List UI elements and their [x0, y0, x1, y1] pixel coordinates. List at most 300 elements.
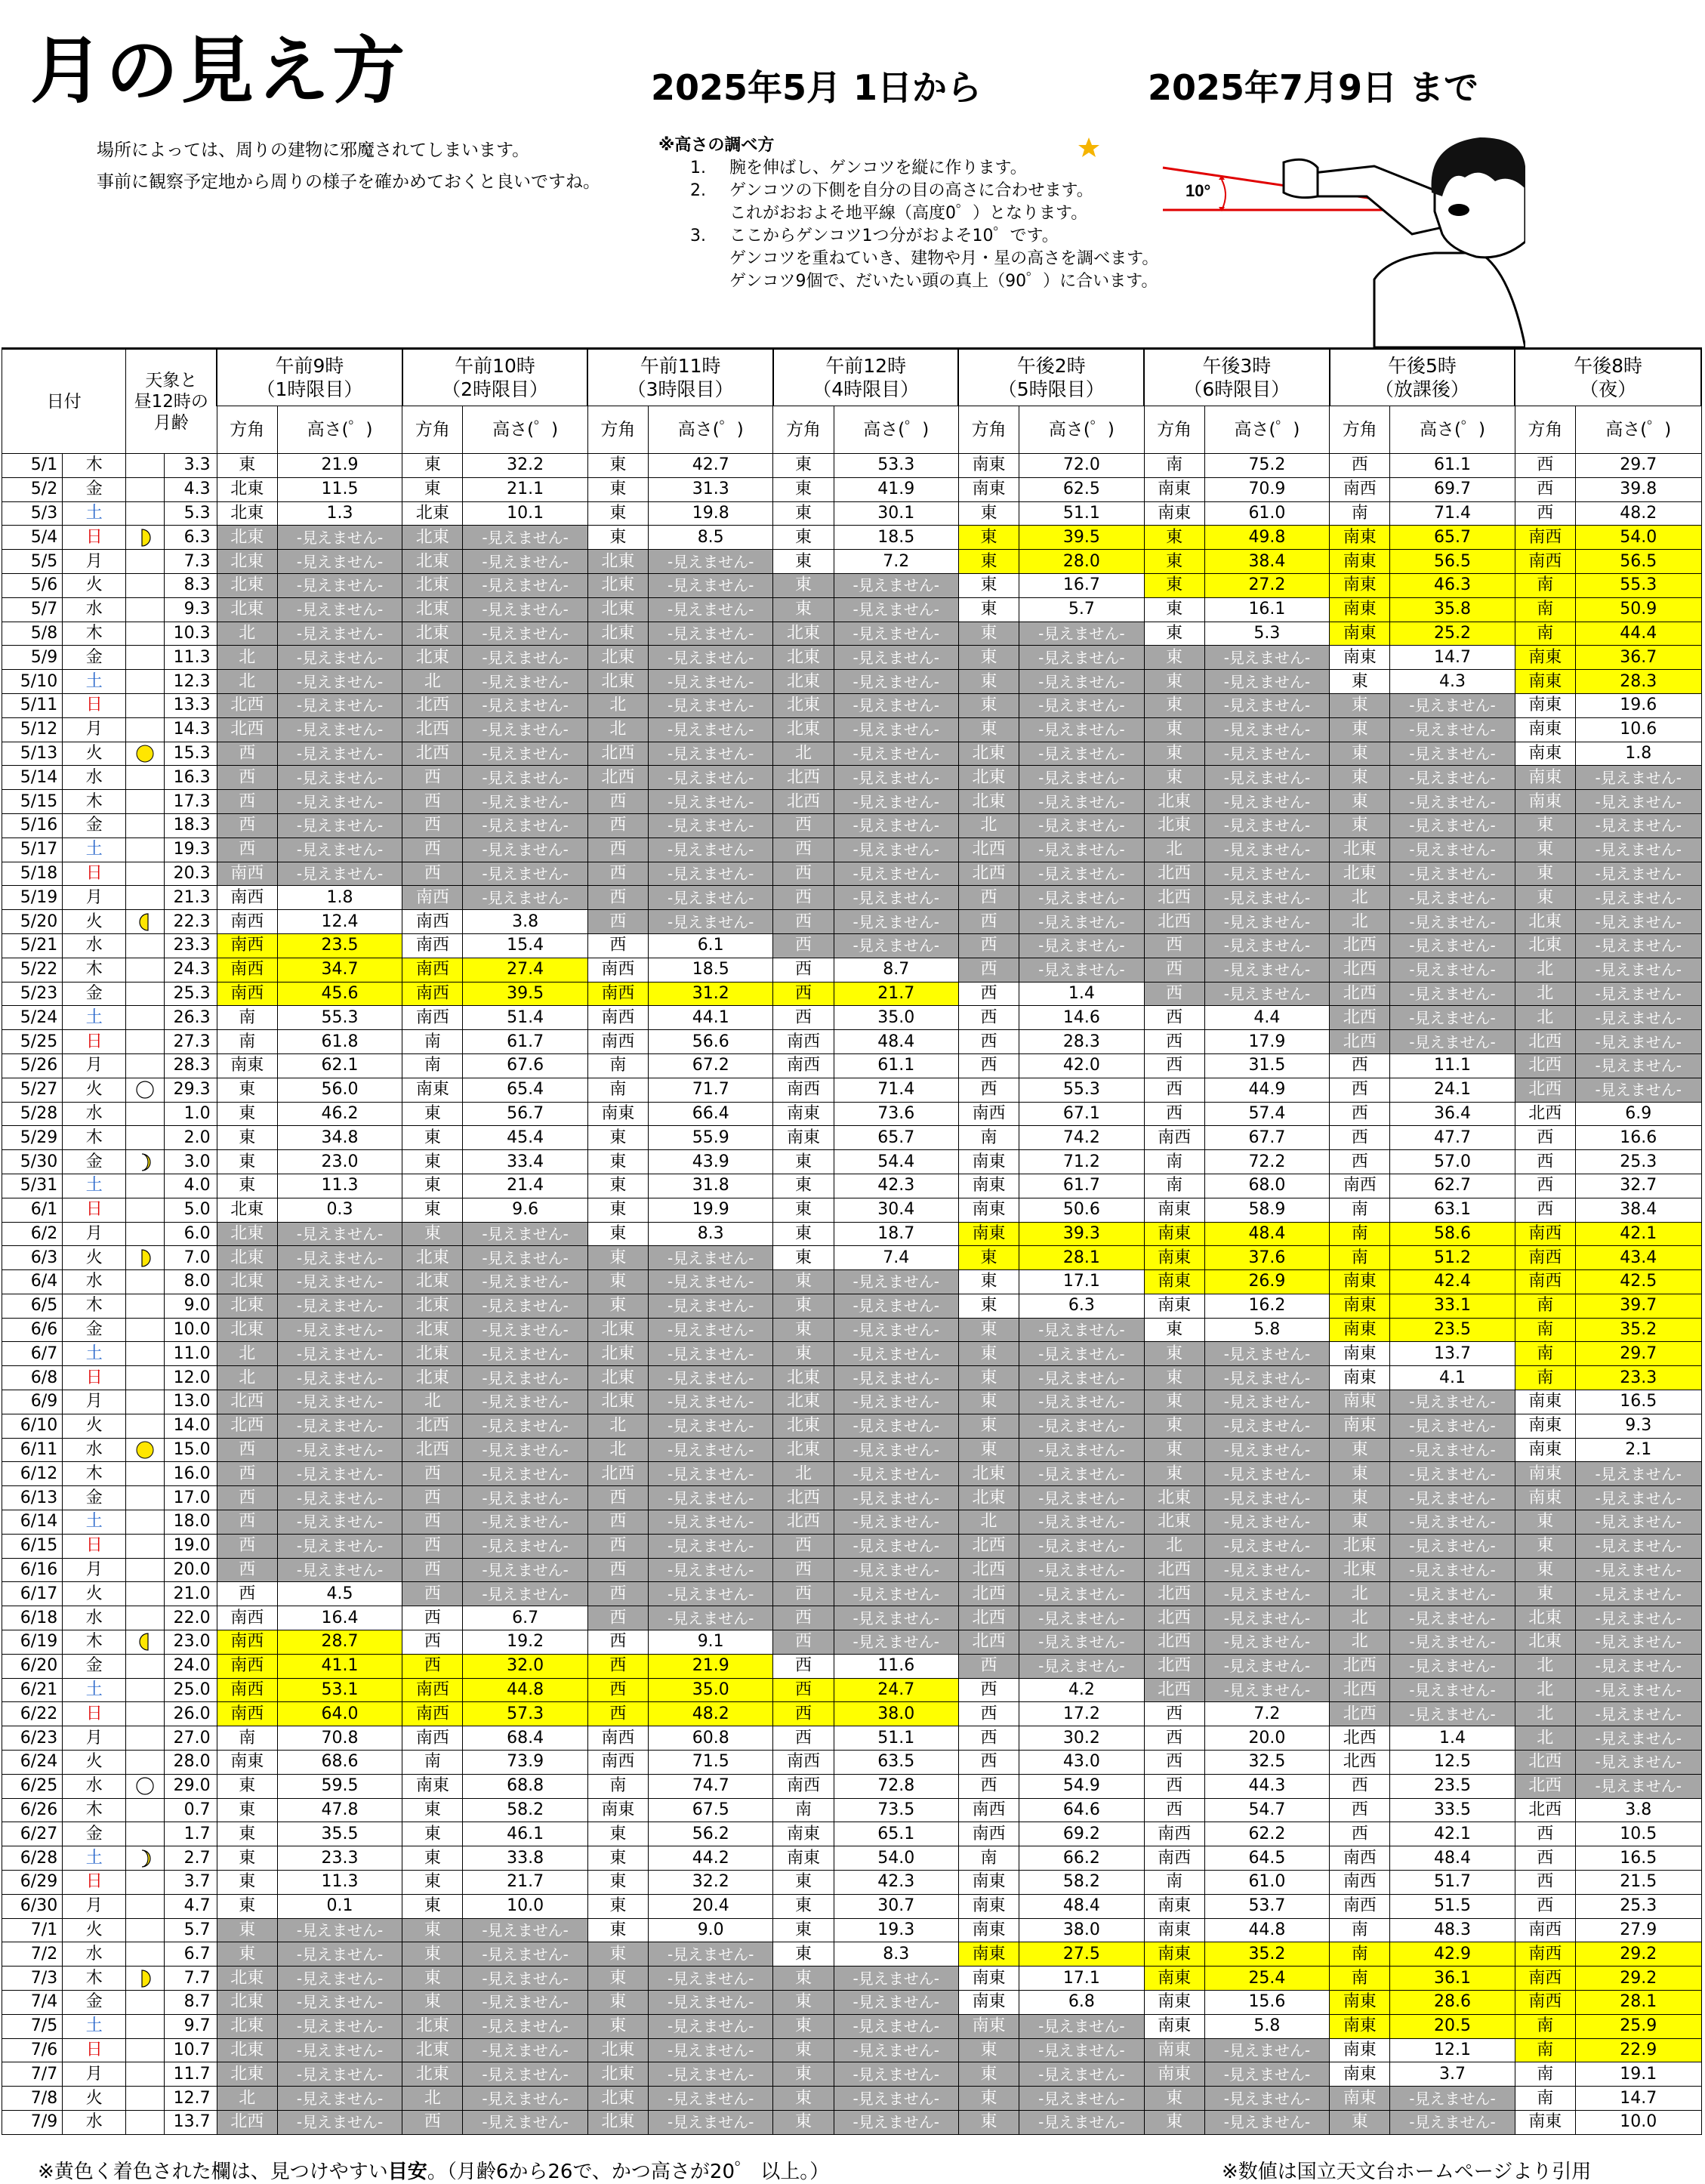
altitude-cell: 56.7	[463, 1102, 587, 1126]
table-row	[2, 1678, 1702, 1702]
not-visible-cell: -見えません-	[1390, 717, 1515, 742]
table-row	[2, 838, 1702, 862]
direction-cell: 南東	[1330, 573, 1390, 597]
direction-cell: 北	[217, 1366, 277, 1390]
direction-cell: 北東	[1144, 1486, 1204, 1510]
not-visible-cell: -見えません-	[649, 1318, 773, 1342]
moon-age-cell: 10.3	[164, 622, 217, 646]
date-cell: 6/29	[2, 1871, 63, 1895]
direction-cell: 北東	[587, 2087, 648, 2111]
direction-cell: 南西	[217, 1678, 277, 1702]
altitude-cell: 11.5	[277, 477, 402, 501]
altitude-cell: 6.3	[1019, 1294, 1144, 1318]
not-visible-cell: -見えません-	[1019, 886, 1144, 910]
direction-cell: 南西	[217, 982, 277, 1006]
not-visible-cell: -見えません-	[463, 1246, 587, 1270]
direction-cell: 東	[958, 573, 1019, 597]
direction-cell: 南東	[1330, 2062, 1390, 2087]
direction-cell: 南	[587, 1774, 648, 1798]
direction-cell: 西	[402, 838, 463, 862]
weekday-cell: 土	[63, 2014, 126, 2038]
direction-cell: 南東	[587, 1798, 648, 1822]
date-cell: 6/1	[2, 1198, 63, 1222]
direction-cell: 南東	[1330, 1991, 1390, 2015]
altitude-cell: 39.7	[1575, 1294, 1701, 1318]
not-visible-cell: -見えません-	[1204, 910, 1329, 934]
weekday-cell: 火	[63, 573, 126, 597]
not-visible-cell: -見えません-	[1575, 1030, 1701, 1054]
time-label: 午前11時	[640, 355, 721, 377]
table-row	[2, 454, 1702, 478]
date-cell: 5/31	[2, 1174, 63, 1198]
date-cell: 7/1	[2, 1918, 63, 1942]
weekday-cell: 土	[63, 1174, 126, 1198]
altitude-cell: 54.9	[1019, 1774, 1144, 1798]
direction-cell: 南西	[217, 1702, 277, 1726]
moon-phase-cell	[126, 1751, 164, 1775]
moon-visibility-table	[2, 347, 1702, 2135]
moon-age-cell: 11.3	[164, 646, 217, 670]
not-visible-cell: -見えません-	[463, 1510, 587, 1535]
moon-age-cell: 23.0	[164, 1630, 217, 1655]
altitude-cell: 70.9	[1204, 477, 1329, 501]
direction-cell: 東	[958, 1342, 1019, 1366]
not-visible-cell: -見えません-	[649, 646, 773, 670]
direction-cell: 西	[1144, 1102, 1204, 1126]
direction-cell: 北西	[1330, 933, 1390, 958]
direction-cell: 西	[587, 838, 648, 862]
altitude-cell: 72.2	[1204, 1150, 1329, 1174]
table-row	[2, 886, 1702, 910]
date-cell: 6/27	[2, 1822, 63, 1846]
direction-cell: 南	[958, 1846, 1019, 1871]
col-header-altitude: 高さ(゜)	[1204, 406, 1329, 454]
period-label: （3時限目）	[627, 378, 734, 400]
moon-phase-cell	[126, 813, 164, 838]
direction-cell: 北	[1515, 1726, 1575, 1751]
altitude-cell: 28.6	[1390, 1991, 1515, 2015]
moon-phase-cell	[126, 1102, 164, 1126]
direction-cell: 南東	[958, 1991, 1019, 2015]
direction-cell: 南東	[1144, 2014, 1204, 2038]
direction-cell: 西	[587, 1534, 648, 1558]
moon-phase-cell	[126, 1270, 164, 1294]
moon-age-cell: 11.7	[164, 2062, 217, 2087]
not-visible-cell: -見えません-	[1019, 670, 1144, 694]
table-row	[2, 1534, 1702, 1558]
direction-cell: 東	[1330, 813, 1390, 838]
direction-cell: 南西	[402, 886, 463, 910]
weekday-cell: 日	[63, 1702, 126, 1726]
not-visible-cell: -見えません-	[1390, 1390, 1515, 1414]
direction-cell: 南東	[1144, 1942, 1204, 1967]
direction-cell: 北東	[958, 742, 1019, 766]
not-visible-cell: -見えません-	[463, 2062, 587, 2087]
not-visible-cell: -見えません-	[1390, 1510, 1515, 1535]
weekday-cell: 水	[63, 1102, 126, 1126]
direction-cell: 北西	[402, 1414, 463, 1438]
altitude-cell: 35.5	[277, 1822, 402, 1846]
direction-cell: 東	[773, 1991, 834, 2015]
not-visible-cell: -見えません-	[277, 1558, 402, 1582]
moon-phase-cell	[126, 1991, 164, 2015]
moon-age-cell: 21.3	[164, 886, 217, 910]
table-row	[2, 597, 1702, 622]
direction-cell: 西	[1144, 982, 1204, 1006]
altitude-cell: 38.4	[1575, 1198, 1701, 1222]
not-visible-cell: -見えません-	[463, 597, 587, 622]
altitude-cell: 51.7	[1390, 1871, 1515, 1895]
direction-cell: 南東	[958, 1871, 1019, 1895]
col-header-time	[958, 349, 1144, 406]
direction-cell: 北	[1515, 1678, 1575, 1702]
not-visible-cell: -見えません-	[1204, 1414, 1329, 1438]
altitude-cell: 67.1	[1019, 1102, 1144, 1126]
direction-cell: 東	[773, 573, 834, 597]
not-visible-cell: -見えません-	[463, 2038, 587, 2062]
moon-age-cell: 15.0	[164, 1438, 217, 1462]
direction-cell: 西	[773, 886, 834, 910]
direction-cell: 西	[587, 790, 648, 814]
altitude-cell: 51.2	[1390, 1246, 1515, 1270]
not-visible-cell: -見えません-	[834, 766, 958, 790]
not-visible-cell: -見えません-	[1204, 862, 1329, 886]
moon-age-cell: 9.3	[164, 597, 217, 622]
not-visible-cell: -見えません-	[277, 1462, 402, 1486]
not-visible-cell: -見えません-	[1390, 1702, 1515, 1726]
not-visible-cell: -見えません-	[1575, 1606, 1701, 1630]
date-cell: 5/2	[2, 477, 63, 501]
not-visible-cell: -見えません-	[1575, 1462, 1701, 1486]
direction-cell: 南東	[958, 1222, 1019, 1246]
altitude-cell: 45.6	[277, 982, 402, 1006]
not-visible-cell: -見えません-	[1204, 838, 1329, 862]
direction-cell: 西	[217, 1438, 277, 1462]
period-label: （6時限目）	[1183, 378, 1290, 400]
direction-cell: 南東	[1330, 1390, 1390, 1414]
moon-age-cell: 19.3	[164, 838, 217, 862]
direction-cell: 東	[1144, 670, 1204, 694]
altitude-cell: 56.5	[1575, 550, 1701, 574]
moon-age-cell: 3.0	[164, 1150, 217, 1174]
period-label: （2時限目）	[442, 378, 548, 400]
direction-cell: 南東	[1144, 477, 1204, 501]
altitude-cell: 50.6	[1019, 1198, 1144, 1222]
date-cell: 5/21	[2, 933, 63, 958]
moon-age-cell: 2.0	[164, 1126, 217, 1150]
date-cell: 5/7	[2, 597, 63, 622]
not-visible-cell: -見えません-	[834, 1390, 958, 1414]
not-visible-cell: -見えません-	[1390, 813, 1515, 838]
direction-cell: 北東	[1144, 1510, 1204, 1535]
weekday-cell: 火	[63, 1246, 126, 1270]
not-visible-cell: -見えません-	[649, 1582, 773, 1606]
direction-cell: 北西	[1515, 1030, 1575, 1054]
table-row	[2, 693, 1702, 717]
not-visible-cell: -見えません-	[1204, 1678, 1329, 1702]
altitude-cell: 20.0	[1204, 1726, 1329, 1751]
direction-cell: 西	[1144, 1053, 1204, 1078]
weekday-cell: 金	[63, 1654, 126, 1678]
direction-cell: 北西	[402, 1438, 463, 1462]
not-visible-cell: -見えません-	[1019, 862, 1144, 886]
not-visible-cell: -見えません-	[277, 693, 402, 717]
not-visible-cell: -見えません-	[463, 838, 587, 862]
moon-phase-cell	[126, 1486, 164, 1510]
weekday-cell: 月	[63, 550, 126, 574]
moon-age-cell: 2.7	[164, 1846, 217, 1871]
direction-cell: 東	[402, 477, 463, 501]
moon-age-cell: 7.3	[164, 550, 217, 574]
direction-cell: 北東	[402, 1270, 463, 1294]
direction-cell: 北西	[1330, 1006, 1390, 1030]
not-visible-cell: -見えません-	[1019, 693, 1144, 717]
direction-cell: 西	[587, 1558, 648, 1582]
moon-phase-cell	[126, 790, 164, 814]
crescent-moon-icon	[135, 1152, 155, 1172]
not-visible-cell: -見えません-	[1204, 982, 1329, 1006]
not-visible-cell: -見えません-	[649, 1390, 773, 1414]
date-cell: 5/27	[2, 1078, 63, 1102]
direction-cell: 西	[217, 790, 277, 814]
altitude-cell: 25.4	[1204, 1967, 1329, 1991]
weekday-cell: 木	[63, 1798, 126, 1822]
moon-age-cell: 0.7	[164, 1798, 217, 1822]
date-cell: 5/1	[2, 454, 63, 478]
direction-cell: 南西	[773, 1774, 834, 1798]
not-visible-cell: -見えません-	[1204, 886, 1329, 910]
direction-cell: 南東	[1144, 1198, 1204, 1222]
not-visible-cell: -見えません-	[649, 1414, 773, 1438]
table-row	[2, 1822, 1702, 1846]
direction-cell: 南	[1515, 2038, 1575, 2062]
direction-cell: 西	[1515, 1871, 1575, 1895]
direction-cell: 北東	[402, 1294, 463, 1318]
not-visible-cell: -見えません-	[834, 1991, 958, 2015]
weekday-cell: 水	[63, 1942, 126, 1967]
not-visible-cell: -見えません-	[1204, 1510, 1329, 1535]
altitude-cell: 55.3	[1575, 573, 1701, 597]
not-visible-cell: -見えません-	[1204, 1486, 1329, 1510]
moon-phase-cell	[126, 862, 164, 886]
not-visible-cell: -見えません-	[277, 597, 402, 622]
altitude-cell: 30.4	[834, 1198, 958, 1222]
not-visible-cell: -見えません-	[277, 1486, 402, 1510]
altitude-cell: 1.8	[1575, 742, 1701, 766]
direction-cell: 東	[587, 1246, 648, 1270]
direction-cell: 北西	[958, 862, 1019, 886]
first-quarter-moon-icon	[135, 528, 155, 548]
altitude-cell: 71.5	[649, 1751, 773, 1775]
moon-age-cell: 23.3	[164, 933, 217, 958]
altitude-cell: 21.9	[277, 454, 402, 478]
direction-cell: 北西	[1144, 1630, 1204, 1655]
direction-cell: 西	[402, 790, 463, 814]
moon-age-cell: 4.7	[164, 1894, 217, 1918]
direction-cell: 東	[773, 1894, 834, 1918]
col-header-direction: 方角	[402, 406, 463, 454]
footer-note	[38, 2156, 829, 2184]
altitude-cell: 36.4	[1390, 1102, 1515, 1126]
altitude-cell: 23.3	[277, 1846, 402, 1871]
moon-phase-cell	[126, 1534, 164, 1558]
altitude-cell: 60.8	[649, 1726, 773, 1751]
weekday-cell: 木	[63, 1630, 126, 1655]
not-visible-cell: -見えません-	[649, 1486, 773, 1510]
altitude-cell: 18.7	[834, 1222, 958, 1246]
altitude-cell: 47.8	[277, 1798, 402, 1822]
moon-age-cell: 14.3	[164, 717, 217, 742]
direction-cell: 南西	[1515, 1918, 1575, 1942]
not-visible-cell: -見えません-	[649, 790, 773, 814]
not-visible-cell: -見えません-	[1390, 1582, 1515, 1606]
direction-cell: 西	[587, 1630, 648, 1655]
not-visible-cell: -見えません-	[649, 670, 773, 694]
altitude-cell: 7.2	[834, 550, 958, 574]
direction-cell: 北東	[402, 1246, 463, 1270]
direction-cell: 南東	[1330, 1270, 1390, 1294]
direction-cell: 西	[217, 1534, 277, 1558]
not-visible-cell: -見えません-	[1575, 838, 1701, 862]
table-row	[2, 573, 1702, 597]
not-visible-cell: -見えません-	[277, 550, 402, 574]
direction-cell: 北東	[402, 573, 463, 597]
altitude-cell: 28.3	[1019, 1030, 1144, 1054]
table-row	[2, 813, 1702, 838]
col-header-time	[773, 349, 959, 406]
altitude-cell: 33.8	[463, 1846, 587, 1871]
moon-phase-cell	[126, 1174, 164, 1198]
last-quarter-moon-icon	[135, 912, 155, 932]
direction-cell: 南東	[1144, 1294, 1204, 1318]
direction-cell: 東	[402, 1822, 463, 1846]
moon-age-cell: 17.0	[164, 1486, 217, 1510]
moon-phase-cell	[126, 1198, 164, 1222]
altitude-cell: 71.7	[649, 1078, 773, 1102]
date-cell: 5/10	[2, 670, 63, 694]
direction-cell: 北東	[1330, 1534, 1390, 1558]
not-visible-cell: -見えません-	[834, 693, 958, 717]
altitude-cell: 65.7	[1390, 526, 1515, 550]
direction-cell: 西	[958, 1078, 1019, 1102]
date-cell: 5/18	[2, 862, 63, 886]
moon-age-cell: 22.3	[164, 910, 217, 934]
weekday-cell: 火	[63, 742, 126, 766]
not-visible-cell: -見えません-	[1019, 622, 1144, 646]
table-row	[2, 982, 1702, 1006]
altitude-cell: 19.8	[649, 501, 773, 526]
moon-age-cell: 11.0	[164, 1342, 217, 1366]
moon-age-cell: 9.0	[164, 1294, 217, 1318]
weekday-cell: 月	[63, 1894, 126, 1918]
not-visible-cell: -見えません-	[1390, 886, 1515, 910]
direction-cell: 南西	[773, 1030, 834, 1054]
altitude-cell: 16.1	[1204, 597, 1329, 622]
direction-cell: 東	[402, 1918, 463, 1942]
col-header-altitude: 高さ(゜)	[649, 406, 773, 454]
direction-cell: 南	[217, 1030, 277, 1054]
table-row	[2, 1438, 1702, 1462]
direction-cell: 西	[958, 1678, 1019, 1702]
moon-phase-cell	[126, 2062, 164, 2087]
not-visible-cell: -見えません-	[1575, 1751, 1701, 1775]
direction-cell: 西	[217, 1486, 277, 1510]
direction-cell: 北東	[217, 550, 277, 574]
altitude-cell: 12.1	[1390, 2038, 1515, 2062]
altitude-cell: 33.5	[1390, 1798, 1515, 1822]
direction-cell: 北東	[1515, 933, 1575, 958]
moon-phase-cell	[126, 1774, 164, 1798]
moon-phase-cell	[126, 717, 164, 742]
altitude-cell: 15.4	[463, 933, 587, 958]
not-visible-cell: -見えません-	[463, 1294, 587, 1318]
altitude-cell: 37.6	[1204, 1246, 1329, 1270]
altitude-cell: 59.5	[277, 1774, 402, 1798]
not-visible-cell: -見えません-	[463, 2110, 587, 2134]
altitude-cell: 10.0	[1575, 2110, 1701, 2134]
col-header-direction: 方角	[587, 406, 648, 454]
not-visible-cell: -見えません-	[834, 2110, 958, 2134]
altitude-cell: 29.2	[1575, 1942, 1701, 1967]
altitude-cell: 46.1	[463, 1822, 587, 1846]
direction-cell: 南西	[1515, 1270, 1575, 1294]
not-visible-cell: -見えません-	[649, 813, 773, 838]
table-row	[2, 1630, 1702, 1655]
altitude-cell: 5.7	[1019, 597, 1144, 622]
altitude-cell: 19.1	[1575, 2062, 1701, 2087]
table-row	[2, 1246, 1702, 1270]
direction-cell: 南	[1330, 1942, 1390, 1967]
direction-cell: 東	[1144, 693, 1204, 717]
direction-cell: 南	[1515, 2087, 1575, 2111]
date-cell: 5/24	[2, 1006, 63, 1030]
moon-age-cell: 3.7	[164, 1871, 217, 1895]
direction-cell: 北	[1330, 1582, 1390, 1606]
direction-cell: 北西	[402, 717, 463, 742]
moon-phase-cell	[126, 1390, 164, 1414]
direction-cell: 北東	[587, 573, 648, 597]
date-cell: 6/5	[2, 1294, 63, 1318]
altitude-cell: 10.5	[1575, 1822, 1701, 1846]
direction-cell: 東	[958, 1270, 1019, 1294]
not-visible-cell: -見えません-	[834, 862, 958, 886]
date-cell: 6/26	[2, 1798, 63, 1822]
date-cell: 7/2	[2, 1942, 63, 1967]
direction-cell: 南西	[402, 1006, 463, 1030]
moon-age-cell: 5.0	[164, 1198, 217, 1222]
moon-age-cell: 25.0	[164, 1678, 217, 1702]
direction-cell: 南西	[1515, 1246, 1575, 1270]
direction-cell: 北西	[1330, 1030, 1390, 1054]
altitude-cell: 62.1	[277, 1053, 402, 1078]
altitude-cell: 25.9	[1575, 2014, 1701, 2038]
direction-cell: 東	[773, 1918, 834, 1942]
not-visible-cell: -見えません-	[834, 1558, 958, 1582]
direction-cell: 東	[773, 550, 834, 574]
table-row	[2, 1582, 1702, 1606]
not-visible-cell: -見えません-	[834, 597, 958, 622]
howto-step-detail: これがおおよそ地平線（高度0゜）となります。	[729, 204, 1088, 223]
not-visible-cell: -見えません-	[1019, 933, 1144, 958]
direction-cell: 北東	[1330, 862, 1390, 886]
altitude-cell: 5.8	[1204, 1318, 1329, 1342]
not-visible-cell: -見えません-	[1390, 742, 1515, 766]
direction-cell: 南西	[402, 1702, 463, 1726]
not-visible-cell: -見えません-	[277, 1294, 402, 1318]
direction-cell: 南東	[1330, 1318, 1390, 1342]
direction-cell: 東	[1144, 526, 1204, 550]
moon-age-cell: 29.3	[164, 1078, 217, 1102]
